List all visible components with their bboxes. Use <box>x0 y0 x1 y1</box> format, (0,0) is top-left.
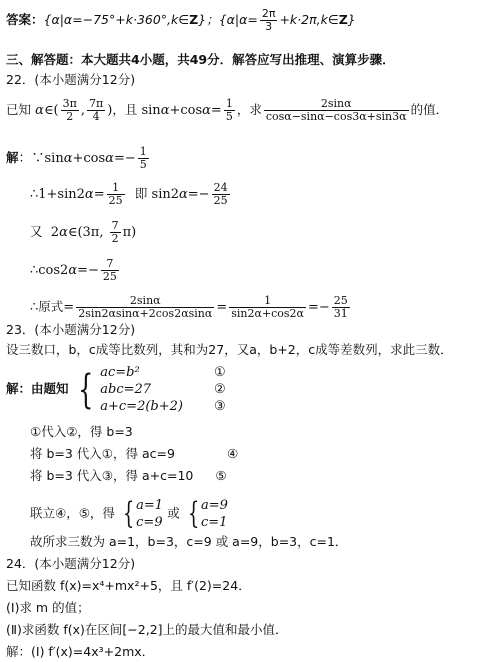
q23-system-tags: ① ② ③ <box>214 365 226 414</box>
q22-sol5: ∴原式= $\frac{2\sin\alpha}{2\sin 2\alpha\sin\alpha+2\cos 2\alpha\sin\alpha}$ = $\frac{1}{\sin 2\alpha+\cos 2\alpha}$ =− $\frac{25}{31}$ <box>30 294 348 320</box>
q23-step2: 将 b=3 代入①，得 ac=9 ④ <box>30 446 239 461</box>
given-label: 解：由题知 <box>6 381 69 396</box>
q23-system <box>6 364 183 415</box>
q22-header: 22．(本小题满分12分) <box>6 72 136 87</box>
q24-header: 24．(本小题满分12分) <box>6 556 136 571</box>
q24-stem: 已知函数 f(x)=x⁴+mx²+5，且 f′(2)=24． <box>6 578 251 593</box>
q23-header: 23．(本小题满分12分) <box>6 322 136 337</box>
q22-sol3: 又 2α∈(3π, $\frac{7}{2}$ π) <box>30 219 137 245</box>
section-heading: 三、解答题：本大题共4小题，共49分．解答应写出推理、演算步骤． <box>6 52 395 67</box>
q22-stem: 已知 α∈( $\frac{3\pi}{2}$ , $\frac{7\pi}{4}$ )，且 sinα+cosα= $\frac{1}{5}$ ，求 $\frac{2\sin\alpha}{\cos\alpha-\sin\alpha-\cos 3\alpha+\sin 3\alpha}$ 的值． <box>6 97 449 123</box>
q23-step1: ①代入②，得 b=3 <box>30 424 133 439</box>
left-brace: { <box>77 366 94 413</box>
q24-part2: (Ⅱ)求函数 f(x)在区间[−2,2]上的最大值和最小值． <box>6 622 288 637</box>
q24-part1: (Ⅰ)求 m 的值； <box>6 600 90 615</box>
q23-step3: 将 b=3 代入③，得 a+c=10 ⑤ <box>30 468 227 483</box>
q22-sol1: 解：∵sinα+cosα=− $\frac{1}{5}$ <box>6 145 147 171</box>
q22-sol4: ∴cos2α=− $\frac{7}{25}$ <box>30 257 117 283</box>
q23-conclusion: 故所求三数为 a=1，b=3，c=9 或 a=9，b=3，c=1． <box>30 534 348 549</box>
q23-step4: 联立④，⑤，得 { a=1 c=9 或 { a=9 c=1 <box>30 496 228 531</box>
q23-stem: 设三数口，b，c成等比数列，其和为27，又a，b+2，c成等差数列，求此三数． <box>6 342 453 357</box>
q22-sol2: ∴1+sin2α= $\frac{1}{25}$ 即 sin2α=− $\frac{24}{25}$ <box>30 181 228 207</box>
equation-stack: ac=b² abc=27 a+c=2(b+2) <box>100 365 183 414</box>
q24-sol1: 解：(Ⅰ) f′(x)=4x³+2mx． <box>6 644 155 659</box>
answer-line: 答案：{α|α=−75°+k·360°,k∈Z}；{α|α= $\frac{2\pi}{3}$ +k·2π,k∈Z} <box>6 7 356 33</box>
